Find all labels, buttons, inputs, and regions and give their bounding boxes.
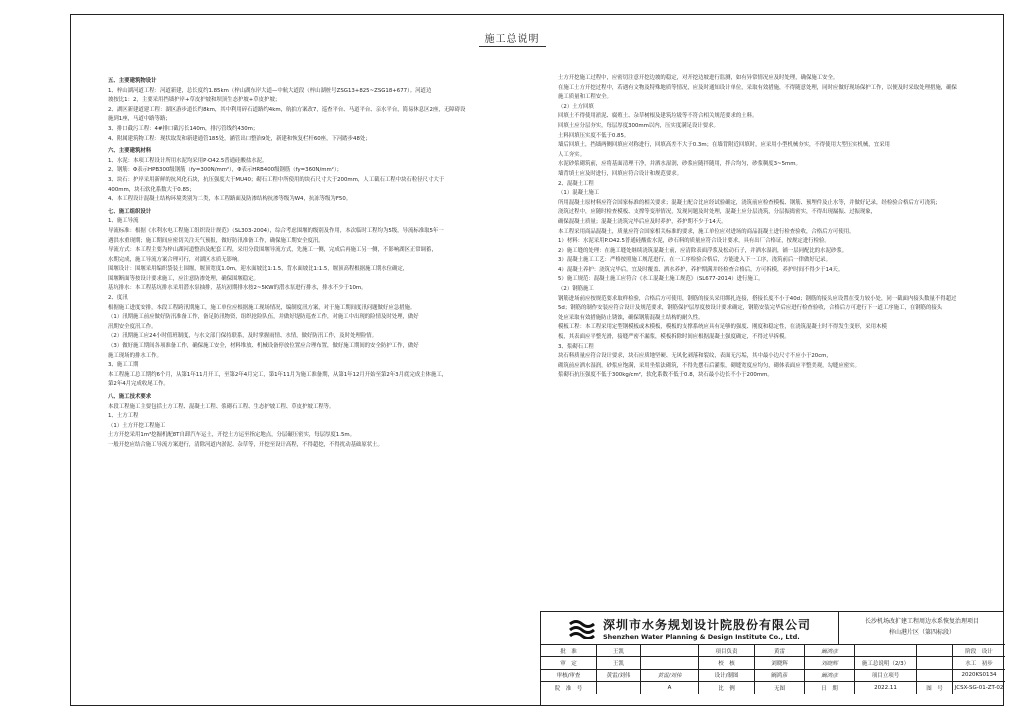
text-line: 回填土应分层夯实，每层厚度300mm以内，压实度满足设计要求。	[558, 122, 719, 129]
text-line: 汛期安全度汛工作。	[108, 323, 157, 330]
text-line: 砌筑前应洒水湿润，砂浆应饱满，采用坐浆法砌筑，不得先摆石后灌浆，砌缝宽度应均匀，砌体表面应平整美观，勾缝应密实。	[558, 362, 860, 369]
text-line: 钢筋进场前应按规范要求取样检验，合格后方可使用，钢筋的接头采用绑扎连接，搭接长度不小于40d；钢筋的接头应设置在受力较小处，同一截面内接头数量不得超过	[558, 295, 957, 302]
title-block-cell: 审 定	[541, 657, 597, 668]
title-block-row	[541, 657, 1005, 669]
title-block-cell: 阶段 设计	[965, 648, 993, 655]
text-line: 模板工程：本工程采用定型钢模板或木模板，模板的支撑系统应具有足够的强度、刚度和稳定性，在浇筑混凝土时不得发生变形，采用木模	[558, 324, 887, 331]
text-line: （1）混凝土施工	[558, 190, 600, 197]
text-line: 墙后回填土，挡墙两侧回填应对称进行，回填高差不大于0.3m；在墙背附近回填时，应采用小型机械夯实，不得使用大型压实机械，宜采用	[558, 142, 890, 149]
title-block-cell: A	[641, 682, 699, 694]
text-line: 基坑排水：本工程基坑排水采用潜水泵抽排，基坑初期排水按2~5KW的潜水泵进行排水，排水不少于10m。	[108, 285, 367, 292]
text-line: 2、湖区新建道建工程：湖区游步道长约8km，其中利用碎石道路约4km，航拍方案改7，巡查平台、马道平台、亲水平台，简易休息区2座，无障碍设	[108, 106, 466, 113]
text-line: 一般开挖应结合施工导流方案进行，清除河道内淤泥、杂草等，开挖至设计高程，不得超挖，不得扰动基础原状土。	[108, 441, 383, 448]
text-line: 本工程施工总工期约6个月，从第1年11月开工，至第2年4月完工，第1年11月为施工准备期，从第1年12月开始至第2年3月底完成主体施工，	[108, 371, 448, 378]
title-block-cell: 刘晓辉	[755, 657, 805, 668]
signature-grid	[541, 645, 1005, 694]
section-heading: 七、施工组织设计	[108, 208, 152, 215]
title-block-cell: 审核/审查	[541, 670, 597, 681]
text-line: 2、度汛	[108, 295, 128, 302]
text-line: 导流标准：根据《水利水电工程施工组织设计规范》（SL303-2004），综合考虑围堰的级别及作用，本次临时工程均为5级，导流标准取5年一	[108, 227, 444, 234]
text-line: （2）土方回填	[558, 103, 594, 110]
text-line: 坡按比1：2，主要采用挡墙护岸+草皮护坡和坝顶生态护坡+草皮护坡；	[108, 97, 281, 104]
title-block	[540, 611, 1004, 706]
title-block-cell: 2022.11	[855, 682, 917, 694]
text-line: （1）土方开挖工程施工	[108, 422, 166, 429]
text-line: （2）汛期施工应24小时值班制度，与水文部门保持联系，及时掌握雨情、水情，做好防汛工作，及时处理险情。	[108, 333, 378, 340]
text-line: 围堰断面等按设计要求施工，应注意防渗处理，确保围堰稳定。	[108, 275, 259, 282]
title-block-cell: 2020KS0134	[961, 672, 997, 679]
project-line-1: 长沙机场改扩建工程周边水系恢复治理项目	[864, 618, 979, 625]
text-line: 1、土方工程	[108, 413, 139, 420]
page-title: 施工总说明	[0, 30, 1024, 45]
project-name	[839, 612, 1005, 645]
text-line: 3、块石：护岸采用新鲜的抗风化石块，抗压强度大于MU40；砌石工程中所使用的块石尺寸大于200mm，人工截石工程中块石粒径尺寸大于	[108, 176, 445, 183]
text-line: 4）混凝土养护：浇筑完毕后，宜及时覆盖、洒水养护，养护期满并经检查合格后，方可拆模，养护时间不得少于14天。	[558, 266, 844, 273]
text-line: 本工程采用商品混凝土，质量应符合国家相关标准的要求，施工单位应对进场的商品混凝土进行检查验收，合格后方可使用。	[558, 228, 855, 235]
text-line: 土方开挖施工过程中，应密切注意开挖边坡的稳定，对开挖边坡进行监测，如有异常情况应及时处理，确保施工安全。	[558, 75, 839, 81]
title-block-cell: 日 期	[805, 682, 855, 694]
text-line: 水泥砂浆砌筑前，应将基面清理干净，并洒水湿润，砂浆应随拌随用，拌合均匀，砂浆稠度3~5mm。	[558, 161, 801, 168]
title-block-cell: 校 核	[699, 657, 755, 668]
text-line: 施到1座，马道中路等路；	[108, 116, 171, 123]
text-line: 施工现场的排水工作。	[108, 352, 162, 359]
title-block-cell: 王凯	[597, 657, 641, 668]
text-line: 1、水泥：本项工程设计所用水泥均采用P·O42.5普通硅酸盐水泥。	[108, 157, 268, 164]
title-block-cell: 无图	[755, 682, 805, 694]
text-line: 4、附属建筑物工程：现状取发和新建通管185处，涵管出口整治9处，新建和恢复栏杆60座，下河踏步48处；	[108, 135, 371, 142]
text-line: 浆砌石抗压强度不低于300kg/cm²，软化系数不低于0.8，块石最小边长不小于200mm。	[558, 372, 773, 379]
text-line: 在施工土方开挖过程中，若遇有文物及特殊地质等情况，应及时通知设计单位，采取有效措施，不得随意处理，同时应做好现场保护工作，以便及时采取处理措施，确保	[558, 84, 957, 91]
section-heading: 六、主要建筑材料	[108, 148, 152, 155]
title-block-cell: 施工总说明（2/3）	[855, 657, 917, 668]
title-block-cell: JCSX-SG-01-ZT-02	[954, 685, 1004, 692]
text-line: 1、施工导流	[108, 218, 139, 225]
text-line: 围堰设计：围堰采用编织袋装土围堰，堰顶宽度1.0m，迎水面坡比1:1.5，背水面坡比1:1.5，堰顶高程根据施工期水位确定，	[108, 266, 409, 273]
text-line: 水期完成，施工导流方案合理可行，对湖区水质无影响。	[108, 256, 243, 263]
title-block-cell: 黄雷	[755, 645, 805, 656]
project-line-2: 梓山港片区（第四标段）	[888, 629, 955, 636]
text-line: 确保混凝土质量；混凝土浇筑完毕后应及时养护，养护期不少于14天。	[558, 218, 727, 225]
text-line: 5）施工规范：混凝土施工应符合《水工混凝土施工规范》（SL677-2014）进行施工。	[558, 276, 764, 283]
text-line: 导流方式：本工程主要为梓山湖河道整治及配套工程，采用分段围堰导流方式，先施工一侧，完成后再施工另一侧，不影响湖区正常调蓄，	[108, 247, 437, 254]
title-block-cell	[917, 670, 953, 681]
title-block-cell	[641, 645, 699, 656]
text-line: 3、施工工期	[108, 362, 139, 369]
company-name-en: Shenzhen Water Planning & Design Institute Co., Ltd.	[603, 633, 800, 641]
text-line: 根据施工进度安排，本段工程跨汛期施工，施工单位应根据施工现场情况，编制度汛方案，对于施工期间度汛问题做好应急措施。	[108, 304, 416, 311]
title-block-cell: 阚鸿彦	[805, 645, 855, 656]
text-line: 施工质量和工程安全。	[558, 94, 612, 101]
text-line: 板，其表面应平整光滑，接缝严密不漏浆，模板拆除时间应根据混凝土强度确定，不得过早拆模。	[558, 334, 790, 341]
title-block-cell: 项目立项号	[855, 670, 917, 681]
text-line: 400mm，块石软化系数大于0.85；	[108, 186, 195, 193]
title-block-cell: 黄雷/刘伟	[641, 670, 699, 681]
text-line: 遇洪水重现期；施工期间应密切关注天气预报，做好防汛准备工作，确保施工期安全度汛。	[108, 237, 324, 244]
title-block-row	[541, 645, 1005, 657]
title-block-cell: 院 准 号	[541, 682, 597, 694]
text-line: 3、排口截污工程：4#排口截污长140m，排污管线约430m；	[108, 125, 259, 132]
text-line: 1）材料：水泥采用P.O42.5普通硅酸盐水泥，砂石料的质量应符合设计要求，具有出厂合格证，按规定进行检验。	[558, 238, 830, 245]
text-line: （3）做好施工期间各项准备工作，确保施工安全，材料堆放、机械设备停放位置应合理布置，做好施工期间的安全防护工作，做好	[108, 343, 419, 350]
title-block-cell: 图 号	[917, 682, 953, 694]
left-column	[108, 74, 526, 451]
text-line: 3、浆砌石工程	[558, 343, 594, 350]
text-line: 墙背填土应及时进行，回填应符合设计和规范要求。	[558, 170, 682, 177]
text-line: 5d；钢筋的制作安装应符合设计及规范要求，钢筋保护层厚度按设计要求确定，钢筋安装完毕后应进行检查验收，合格后方可进行下一道工序施工，在钢筋的接头	[558, 305, 943, 312]
text-line: 块石料质量应符合设计要求，块石应质地坚硬、无风化剥落和裂纹，表面无污垢，其中最小边尺寸不应小于20cm，	[558, 353, 832, 360]
title-block-cell: 项目负责	[699, 645, 755, 656]
text-line: 回填土不得使用淤泥、腐殖土、杂草树根及建筑垃圾等不符合相关规范要求的土料。	[558, 113, 758, 120]
title-block-cell: 设计/制图	[699, 670, 755, 681]
text-line: 4、本工程设计混凝土结构环境类别为二类，本工程路面及防渗结构抗渗等级为W4，抗冻等级为F50。	[108, 196, 352, 203]
text-line: （2）钢筋施工	[558, 286, 594, 293]
title-block-cell: 批 准	[541, 645, 597, 656]
title-block-cell	[641, 657, 699, 668]
text-line: 土方开挖采用1m³挖掘机配8T自卸汽车运土，开挖土方运至指定地点，分层碾压密实，每层厚度1.5m。	[108, 432, 356, 439]
text-line: 土料回填压实度不低于0.85。	[558, 132, 630, 139]
text-line: （1）汛期施工前应做好防汛准备工作，备足防汛物资，组织抢险队伍，并做好堤防巡查工作，对施工中出现的险情及时处理，做好	[108, 314, 419, 321]
text-line: 2）施工缝的处理：在施工缝处继续浇筑混凝土前，应清除表面浮浆及松动石子，并洒水湿润，铺一层同配比的水泥砂浆。	[558, 247, 848, 254]
text-line: 1、梓山湖河道工程：河道新建，总长度约1.85km（梓山湖东岸大道—中航大道段（梓山湖桩号ZSG13+825~ZSG18+677）。河道边	[108, 87, 432, 94]
company-name-cn: 深圳市水务规划设计院股份有限公司	[603, 618, 812, 632]
section-heading: 五、主要建筑物设计	[108, 78, 157, 84]
text-line: 本段工程施工主要包括土方工程、混凝土工程、浆砌石工程、生态护坡工程、草皮护坡工程等。	[108, 403, 335, 410]
text-line: 所用混凝土原材料应符合国家标准的相关要求；混凝土配合比应经试验确定，浇筑前应检查模板、钢筋、预埋件及止水等，并做好记录，经检验合格后方可浇筑；	[558, 199, 941, 206]
water-logo-icon	[569, 619, 595, 639]
title-block-cell: 刘晓辉	[805, 657, 855, 668]
title-block-cell: 阚鸿彦	[755, 670, 805, 681]
text-line: 2、混凝土工程	[558, 180, 594, 187]
title-block-cell: 王凯	[597, 645, 641, 656]
title-block-row	[541, 670, 1005, 682]
title-block-cell: 比 例	[699, 682, 755, 694]
title-block-cell: 阚鸿彦	[805, 670, 855, 681]
title-block-cell	[597, 682, 641, 694]
title-block-cell	[917, 657, 953, 668]
text-line: 2、钢筋：Φ表示HPB300级钢筋（fy=300N/mm²），Φ表示HRB400级钢筋（fy=360N/mm²）；	[108, 167, 343, 174]
text-line: 人工夯实。	[558, 151, 585, 158]
company-logo-area	[541, 612, 839, 645]
text-line: 3）混凝土施工工艺：严格按照施工规范进行，在一工序检验合格后，方能进入下一工序，浇筑前后一律做好记录。	[558, 257, 831, 264]
title-block-cell	[917, 645, 953, 656]
title-block-cell: 黄雷/刘伟	[597, 670, 641, 681]
text-line: 处应采取有效措施防止锈蚀，确保钢筋混凝土结构的耐久性。	[558, 314, 704, 321]
title-block-cell	[855, 645, 917, 656]
text-line: 第2年4月完成收尾工作。	[108, 381, 169, 388]
text-line: 浇筑过程中，应随时检查模板、支撑等变形情况，发现问题及时处理，混凝土应分层浇筑，分层振捣密实，不得出现漏振、过振现象，	[558, 209, 877, 216]
right-column	[558, 74, 973, 381]
title-block-row	[541, 682, 1005, 694]
section-heading: 八、施工技术要求	[108, 394, 152, 400]
title-block-cell: 水工 初步	[965, 660, 993, 667]
